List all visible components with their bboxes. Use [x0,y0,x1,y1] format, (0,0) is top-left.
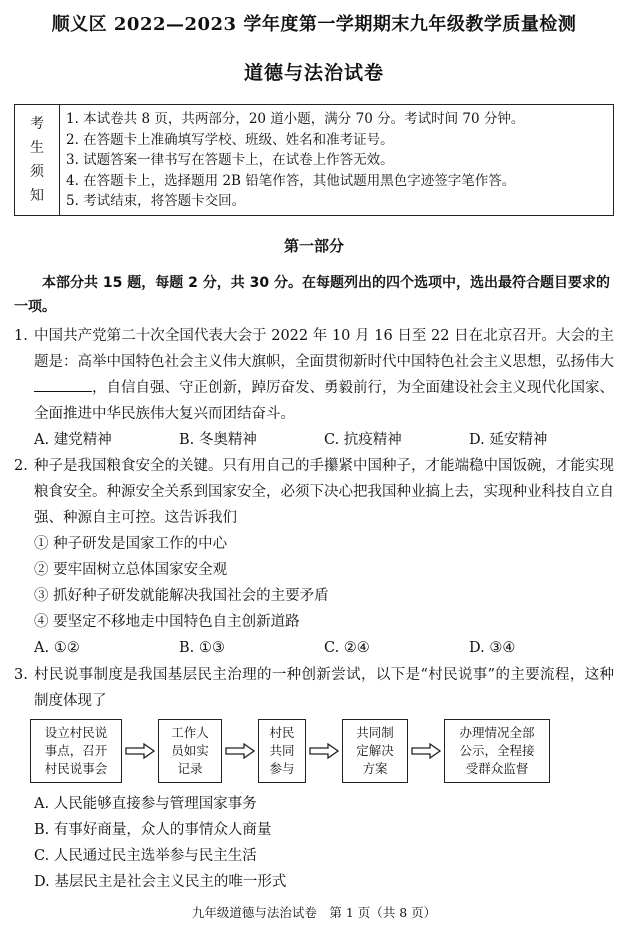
flow-step-5 [444,719,550,783]
flow-step-line: 工作人 [171,725,209,740]
flow-step-3 [258,719,306,783]
question-stem-part: 中国共产党第二十次全国代表大会于 2022 年 10 月 16 日至 22 日在北京召开。大会的主题是：高举中国特色社会主义伟大旗帜，全面贯彻新时代中国特色社会主义思想，弘扬伟大 [34,328,614,370]
flow-arrow [408,743,444,759]
notice-list [60,105,613,215]
flow-step-line: 记录 [177,761,203,776]
flow-step-1 [30,719,122,783]
answer-blank [34,377,92,392]
flow-step-line: 共同制 [356,725,394,740]
notice-item: 4. 在答题卡上，选择题用 2B 铅笔作答，其他试题用黑色字迹签字笔作答。 [66,172,516,189]
flow-arrow [122,743,158,759]
question-stem [34,323,614,427]
option: B. ①③ [179,640,225,656]
flow-step-2 [158,719,222,783]
notice-item: 2. 在答题卡上准确填写学校、班级、姓名和准考证号。 [66,131,394,148]
part1-title: 第一部分 [283,237,344,255]
notice-label [15,105,60,215]
statement: ① 种子研发是国家工作的中心 [34,536,228,552]
option: A. ①② [34,640,80,656]
part1-instruction: 本部分共 15 题，每题 2 分，共 30 分。在每题列出的四个选项中，选出最符合题目要求的一项。 [14,275,610,315]
arrow-right-icon [411,743,441,759]
flow-step-line: 村民说事会 [44,761,108,776]
options-row [14,635,614,661]
question-1 [14,323,614,453]
notice-item: 1. 本试卷共 8 页，共两部分，20 道小题，满分 70 分。考试时间 70 分钟。 [66,111,525,127]
arrow-right-icon [225,743,255,759]
question-number: 3. [14,667,28,683]
option: B. 有事好商量，众人的事情众人商量 [34,822,272,838]
notice-item: 5. 考试结束，将答题卡交回。 [66,193,246,209]
page-footer: 九年级道德与法治试卷 第 1 页（共 8 页） [191,905,437,920]
question-number: 2. [14,458,28,474]
notice-label-char: 知 [30,188,44,204]
flow-step-line: 公示，全程接 [459,743,535,758]
option: D. ③④ [469,640,516,656]
flow-step-line: 共同 [269,743,295,758]
question-2 [14,453,614,661]
statement: ③ 抓好种子研发就能解决我国社会的主要矛盾 [34,588,329,604]
village-process-flowchart [30,718,600,784]
flow-step-line: 参与 [269,761,295,776]
question-stem: 村民说事制度是我国基层民主治理的一种创新尝试，以下是“村民说事”的主要流程，这种制度体现了 [34,667,614,709]
flow-step-line: 受群众监督 [465,761,529,776]
option: A. 人民能够直接参与管理国家事务 [34,796,257,812]
option: D. 延安精神 [469,432,548,448]
flow-arrow [306,743,342,759]
flow-step-4 [342,719,408,783]
options-row [14,427,614,453]
flow-step-line: 办理情况全部 [459,725,535,740]
flow-arrow [222,743,258,759]
flow-step-line: 设立村民说 [44,725,108,740]
option: C. ②④ [324,640,370,656]
flow-step-line: 员如实 [171,743,209,758]
flow-step-line: 方案 [362,761,388,776]
option: C. 抗疫精神 [324,432,402,448]
option: C. 人民通过民主选举参与民主生活 [34,848,257,864]
option: A. 建党精神 [34,432,112,448]
option: D. 基层民主是社会主义民主的唯一形式 [34,874,287,890]
question-3 [14,662,614,714]
option: B. 冬奥精神 [179,432,257,448]
exam-subtitle: 道德与法治试卷 [243,62,384,84]
statement: ② 要牢固树立总体国家安全观 [34,562,228,578]
flow-step-line: 定解决 [356,743,394,758]
question-3-options [14,791,614,895]
arrow-right-icon [125,743,155,759]
notice-label-char: 考 [30,116,44,132]
question-stem: 种子是我国粮食安全的关键。只有用自己的手攥紧中国种子，才能端稳中国饭碗，才能实现粮食安全。种源安全关系到国家安全，必须下决心把我国种业搞上去，实现种业科技自立自强、种源自主可控。这告诉我们 [34,458,614,526]
statement: ④ 要坚定不移地走中国特色自主创新道路 [34,614,300,630]
notice-label-char: 须 [30,164,44,180]
arrow-right-icon [309,743,339,759]
notice-item: 3. 试题答案一律书写在答题卡上，在试卷上作答无效。 [66,152,394,168]
question-number: 1. [14,328,28,344]
flow-step-line: 事点，召开 [44,743,108,758]
question-stem-part: ，自信自强、守正创新，踔厉奋发、勇毅前行，为全面建设社会主义现代化国家、全面推进中华民族伟大复兴而团结奋斗。 [34,380,614,422]
candidate-notice-box [14,104,614,216]
notice-label-char: 生 [30,140,44,156]
exam-title: 顺义区 2022—2023 学年度第一学期期末九年级教学质量检测 [51,14,577,35]
flow-step-line: 村民 [269,725,295,740]
